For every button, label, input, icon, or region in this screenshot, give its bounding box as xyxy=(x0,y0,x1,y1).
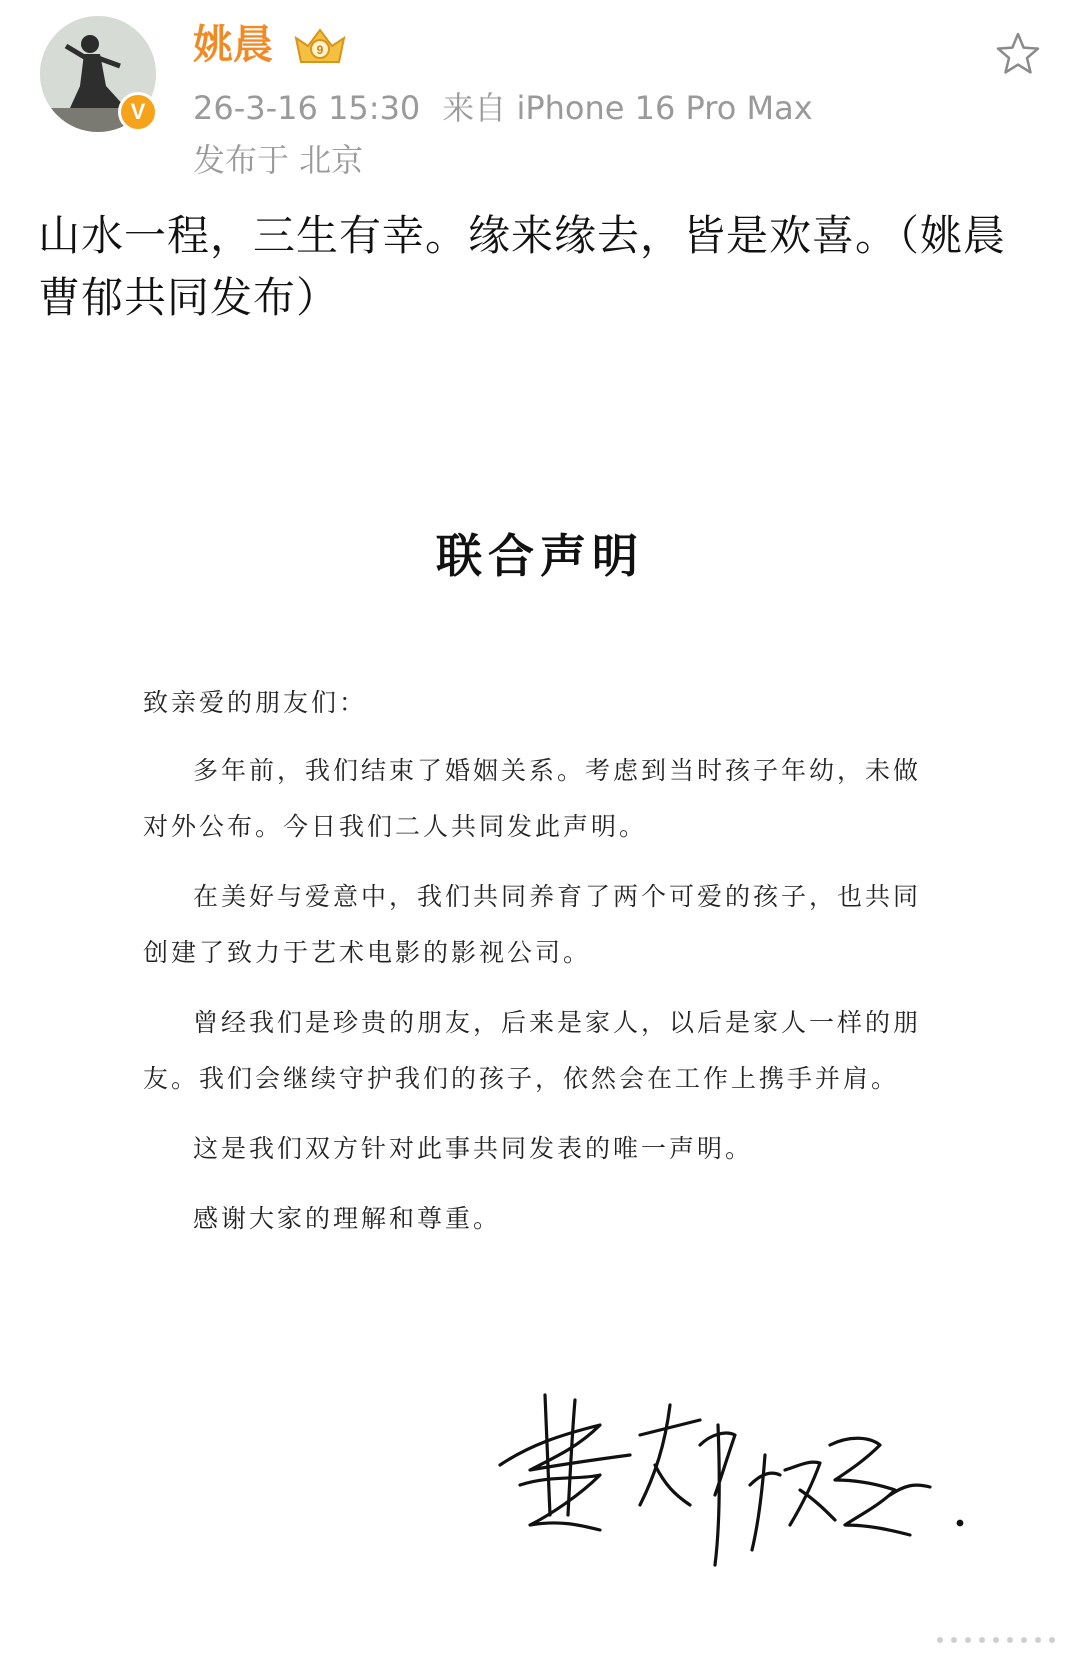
statement-title: 联合声明 xyxy=(436,529,644,583)
svg-text:9: 9 xyxy=(316,43,324,57)
post-header xyxy=(0,0,1080,190)
more-dots-icon xyxy=(930,1630,1070,1650)
post-meta xyxy=(193,88,813,128)
post-source: 来自 iPhone 16 Pro Max xyxy=(442,89,813,127)
statement-paragraph: 感谢大家的理解和尊重。 xyxy=(193,1204,502,1233)
post-timestamp: 26-3-16 15:30 xyxy=(193,89,421,127)
statement-body xyxy=(143,675,943,1261)
handwritten-signature xyxy=(490,1375,1010,1585)
post-text: 山水一程，三生有幸。缘来缘去，皆是欢喜。（姚晨曹郁共同发布） xyxy=(38,211,1007,322)
statement-image[interactable] xyxy=(0,480,1080,1653)
statement-paragraph: 曾经我们是珍贵的朋友，后来是家人，以后是家人一样的朋友。我们会继续守护我们的孩子，依然会在工作上携手并肩。 xyxy=(143,1008,922,1093)
statement-paragraph: 这是我们双方针对此事共同发表的唯一声明。 xyxy=(193,1134,754,1163)
star-outline-icon[interactable] xyxy=(994,30,1042,78)
statement-paragraph: 在美好与爱意中，我们共同养育了两个可爱的孩子，也共同创建了致力于艺术电影的影视公司。 xyxy=(143,882,922,967)
verified-icon: V xyxy=(118,92,158,132)
statement-salutation: 致亲爱的朋友们： xyxy=(143,688,368,717)
statement-paragraph: 多年前，我们结束了婚姻关系。考虑到当时孩子年幼，未做对外公布。今日我们二人共同发此声明。 xyxy=(143,756,922,841)
crown-badge-icon[interactable] xyxy=(292,24,348,68)
username[interactable]: 姚晨 xyxy=(193,22,273,68)
post-location: 发布于 北京 xyxy=(193,141,364,179)
